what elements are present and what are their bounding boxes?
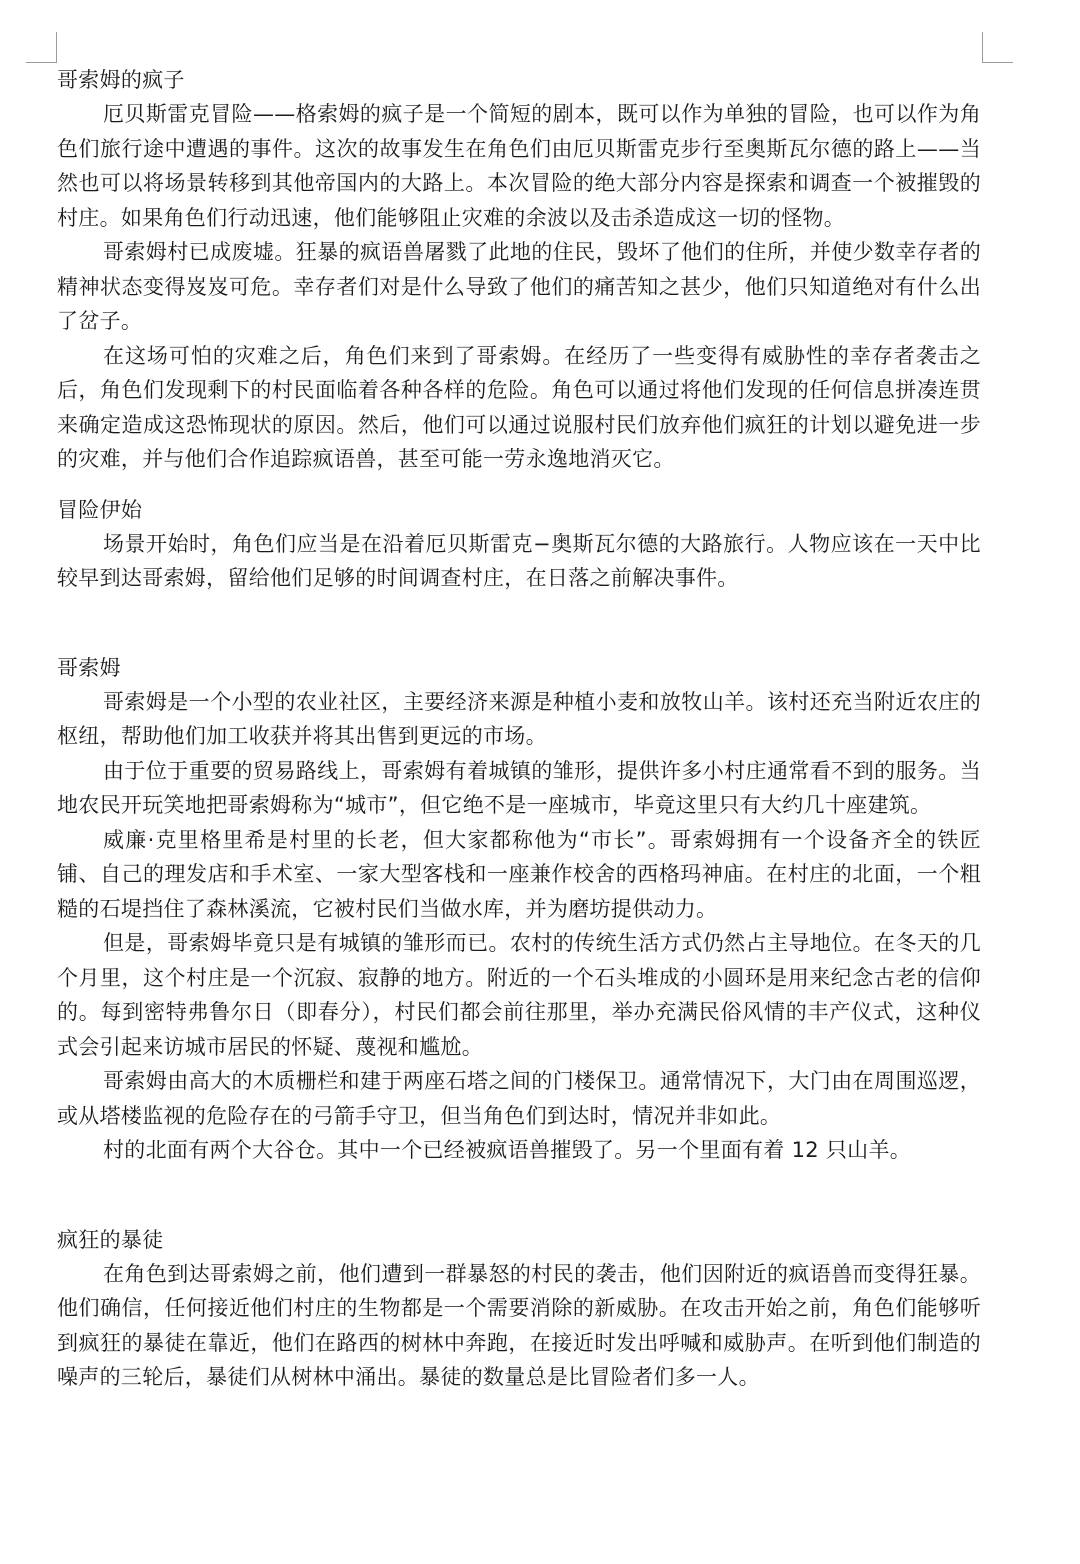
paragraph: 厄贝斯雷克冒险——格索姆的疯子是一个简短的剧本，既可以作为单独的冒险，也可以作为角色们旅行途中遭遇的事件。这次的故事发生在角色们由厄贝斯雷克步行至奥斯瓦尔德的路上——当然也可以将场景转移到其他帝国内的大路上。本次冒险的绝大部分内容是探索和调查一个被摧毁的村庄。如果角色们行动迅速，他们能够阻止灾难的余波以及击杀造成这一切的怪物。 (57, 102, 981, 230)
paragraph: 在这场可怕的灾难之后，角色们来到了哥索姆。在经历了一些变得有威胁性的幸存者袭击之后，角色们发现剩下的村民面临着各种各样的危险。角色可以通过将他们发现的任何信息拼凑连贯来确定造成这恐怖现状的原因。然后，他们可以通过说服村民们放弃他们疯狂的计划以避免进一步的灾难，并与他们合作追踪疯语兽，甚至可能一劳永逸地消灭它。 (57, 343, 981, 471)
paragraph: 威廉·克里格里希是村里的长老，但大家都称他为“市长”。哥索姆拥有一个设备齐全的铁匠铺、自己的理发店和手术室、一家大型客栈和一座兼作校舍的西格玛神庙。在村庄的北面，一个粗糙的石堤挡住了森林溪流，它被村民们当做水库，并为磨坊提供动力。 (57, 827, 981, 921)
paragraph: 村的北面有两个大谷仓。其中一个已经被疯语兽摧毁了。另一个里面有着 12 只山羊。 (103, 1138, 912, 1162)
paragraph: 哥索姆由高大的木质栅栏和建于两座石塔之间的门楼保卫。通常情况下，大门由在周围巡逻，或从塔楼监视的危险存在的弓箭手守卫，但当角色们到达时，情况并非如此。 (57, 1069, 981, 1128)
section-heading: 冒险伊始 (57, 497, 143, 522)
paragraph: 由于位于重要的贸易路线上，哥索姆有着城镇的雏形，提供许多小村庄通常看不到的服务。当地农民开玩笑地把哥索姆称为“城市”，但它绝不是一座城市，毕竟这里只有大约几十座建筑。 (57, 758, 981, 817)
section-spacer (57, 596, 981, 652)
crop-mark-top-left (26, 32, 57, 63)
paragraph: 但是，哥索姆毕竟只是有城镇的雏形而已。农村的传统生活方式仍然占主导地位。在冬天的几个月里，这个村庄是一个沉寂、寂静的地方。附近的一个石头堆成的小圆环是用来纪念古老的信仰的。每到密特弗鲁尔日（即春分），村民们都会前往那里，举办充满民俗风情的丰产仪式，这种仪式会引起来访城市居民的怀疑、蔑视和尴尬。 (57, 931, 981, 1059)
section-spacer (57, 1168, 981, 1224)
section-heading: 疯狂的暴徒 (57, 1227, 164, 1252)
paragraph: 在角色到达哥索姆之前，他们遭到一群暴怒的村民的袭击，他们因附近的疯语兽而变得狂暴。他们确信，任何接近他们村庄的生物都是一个需要消除的新威胁。在攻击开始之前，角色们能够听到疯狂的暴徒在靠近，他们在路西的树林中奔跑，在接近时发出呼喊和威胁声。在听到他们制造的噪声的三轮后，暴徒们从树林中涌出。暴徒的数量总是比冒险者们多一人。 (57, 1261, 981, 1389)
document-body (57, 64, 981, 1395)
section-spacer (57, 477, 981, 494)
section-heading: 哥索姆的疯子 (57, 68, 185, 92)
paragraph: 哥索姆村已成废墟。狂暴的疯语兽屠戮了此地的住民，毁坏了他们的住所，并使少数幸存者的精神状态变得岌岌可危。幸存者们对是什么导致了他们的痛苦知之甚少，他们只知道绝对有什么出了岔子。 (57, 240, 981, 333)
paragraph: 场景开始时，角色们应当是在沿着厄贝斯雷克−奥斯瓦尔德的大路旅行。人物应该在一天中比较早到达哥索姆，留给他们足够的时间调查村庄，在日落之前解决事件。 (57, 531, 981, 590)
paragraph: 哥索姆是一个小型的农业社区，主要经济来源是种植小麦和放牧山羊。该村还充当附近农庄的枢纽，帮助他们加工收获并将其出售到更远的市场。 (57, 689, 981, 748)
section-heading: 哥索姆 (57, 655, 121, 680)
crop-mark-top-right (982, 32, 1013, 63)
